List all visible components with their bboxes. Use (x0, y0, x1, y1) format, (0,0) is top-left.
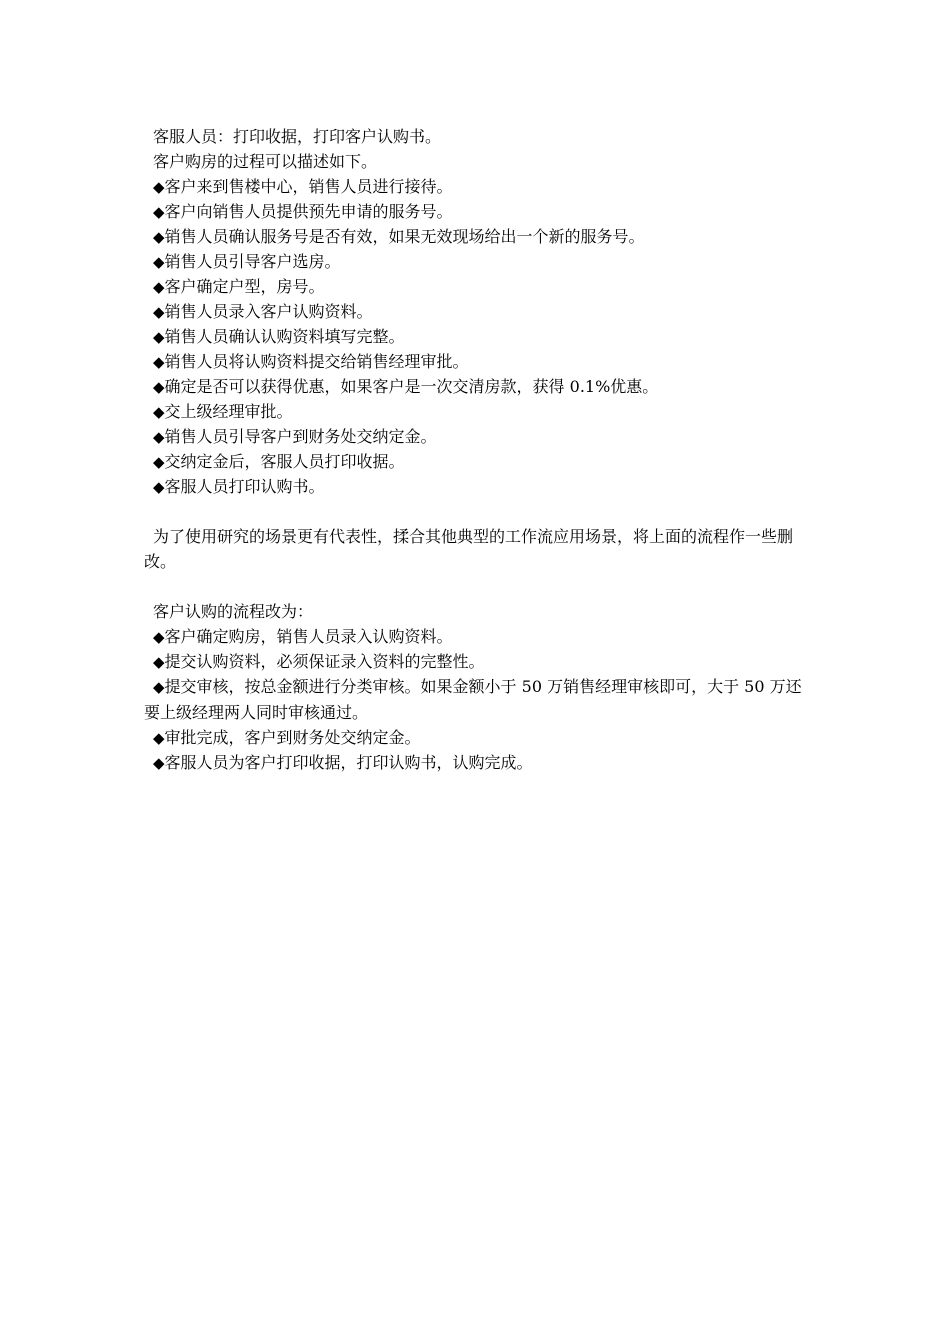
list-item: ◆客户向销售人员提供预先申请的服务号。 (153, 202, 453, 221)
revised-heading: 客户认购的流程改为： (153, 602, 314, 621)
diamond-bullet-icon: ◆ (153, 403, 165, 421)
modification-paragraph: 为了使用研究的场景更有代表性，揉合其他典型的工作流应用场景，将上面的流程作一些删改。 (144, 527, 794, 571)
list-item: ◆销售人员引导客户到财务处交纳定金。 (153, 427, 437, 446)
list-item: ◆交上级经理审批。 (153, 402, 293, 421)
diamond-bullet-icon: ◆ (153, 754, 165, 772)
list-item: ◆确定是否可以获得优惠，如果客户是一次交清房款，获得 0.1%优惠。 (153, 377, 659, 396)
list-item: ◆销售人员录入客户认购资料。 (153, 302, 373, 321)
list-item: ◆销售人员将认购资料提交给销售经理审批。 (153, 352, 469, 371)
process-step-list (144, 174, 814, 499)
diamond-bullet-icon: ◆ (153, 378, 165, 396)
diamond-bullet-icon: ◆ (153, 228, 165, 246)
list-item: ◆销售人员引导客户选房。 (153, 252, 341, 271)
list-item: ◆客户来到售楼中心，销售人员进行接待。 (153, 177, 453, 196)
list-item: ◆审批完成，客户到财务处交纳定金。 (153, 728, 421, 747)
list-item: ◆客服人员为客户打印收据，打印认购书，认购完成。 (153, 753, 533, 772)
diamond-bullet-icon: ◆ (153, 453, 165, 471)
list-item: ◆交纳定金后，客服人员打印收据。 (153, 452, 405, 471)
diamond-bullet-icon: ◆ (153, 253, 165, 271)
diamond-bullet-icon: ◆ (153, 203, 165, 221)
diamond-bullet-icon: ◆ (153, 178, 165, 196)
diamond-bullet-icon: ◆ (153, 628, 165, 646)
paragraph-spacer (144, 499, 814, 524)
list-item: ◆销售人员确认服务号是否有效，如果无效现场给出一个新的服务号。 (153, 227, 645, 246)
document-page (144, 124, 814, 775)
list-item: ◆提交审核，按总金额进行分类审核。如果金额小于 50 万销售经理审核即可，大于 50 万还要上级经理两人同时审核通过。 (144, 677, 802, 722)
diamond-bullet-icon: ◆ (153, 678, 165, 696)
paragraph-spacer (144, 574, 814, 599)
revised-step-list (144, 624, 814, 775)
diamond-bullet-icon: ◆ (153, 303, 165, 321)
diamond-bullet-icon: ◆ (153, 328, 165, 346)
intro-line-process: 客户购房的过程可以描述如下。 (153, 152, 378, 171)
intro-line-customer-service: 客服人员：打印收据，打印客户认购书。 (153, 127, 442, 146)
list-item: ◆客服人员打印认购书。 (153, 477, 325, 496)
diamond-bullet-icon: ◆ (153, 478, 165, 496)
diamond-bullet-icon: ◆ (153, 653, 165, 671)
diamond-bullet-icon: ◆ (153, 428, 165, 446)
diamond-bullet-icon: ◆ (153, 729, 165, 747)
diamond-bullet-icon: ◆ (153, 278, 165, 296)
list-item: ◆客户确定购房，销售人员录入认购资料。 (153, 627, 453, 646)
list-item: ◆销售人员确认认购资料填写完整。 (153, 327, 405, 346)
list-item: ◆提交认购资料，必须保证录入资料的完整性。 (153, 652, 485, 671)
list-item: ◆客户确定户型，房号。 (153, 277, 325, 296)
diamond-bullet-icon: ◆ (153, 353, 165, 371)
